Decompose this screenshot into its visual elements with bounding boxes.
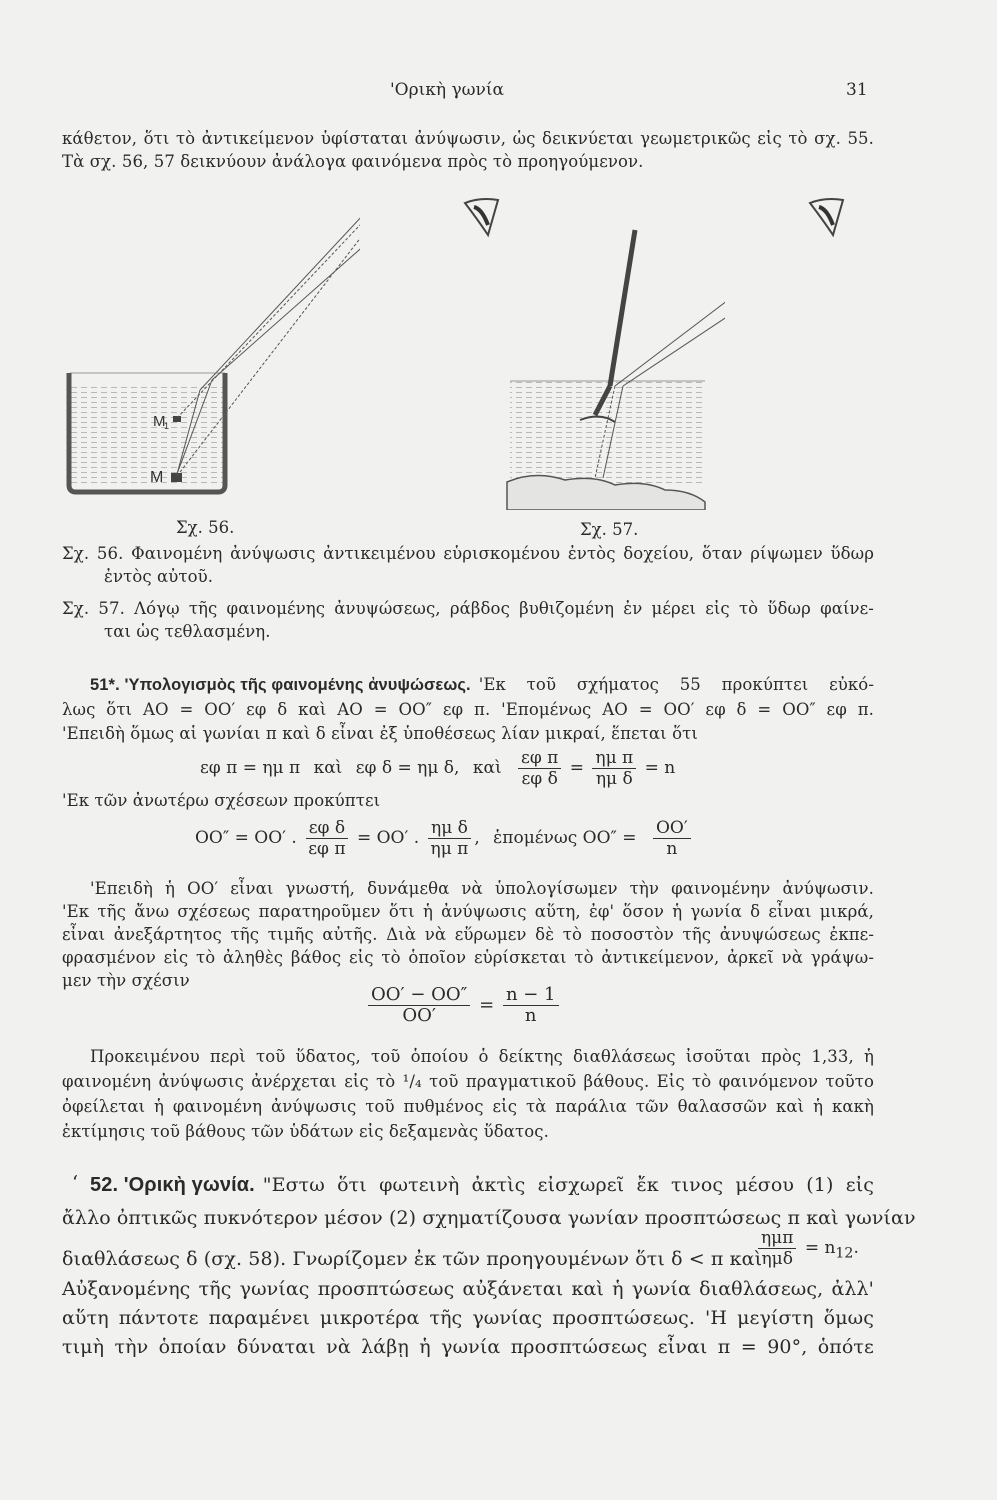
fraction-numerator: ημ π	[592, 748, 636, 769]
body-line: ἄλλο ὀπτικῶς πυκνότερον μέσον (2) σχηματίζουσα γωνίαν προσπτώσεως π καὶ γωνίαν	[62, 1207, 916, 1229]
figure-56-label: Σχ. 56.	[176, 518, 235, 537]
fraction-numerator: n − 1	[503, 985, 559, 1006]
fraction	[518, 748, 561, 789]
fraction-numerator: εφ δ	[306, 818, 348, 839]
intro-line: Τὰ σχ. 56, 57 δεικνύουν ἀνάλογα φαινόμενα πρὸς τὸ προηγούμενον.	[62, 152, 644, 171]
eq-part: = n	[804, 1238, 836, 1258]
running-header-title: 'Ορικὴ γωνία	[390, 80, 504, 100]
fraction-numerator: εφ π	[518, 748, 561, 769]
fraction-denominator: εφ π	[308, 839, 346, 859]
fraction	[503, 985, 559, 1026]
intro-line: κάθετον, ὅτι τὸ ἀντικείμενον ὑφίσταται ἀνύψωσιν, ὡς δεικνύεται γεωμετρικῶς εἰς τὸ σχ. 55.	[62, 129, 874, 148]
caption-56-cont: ἐντὸς αὐτοῦ.	[104, 567, 214, 586]
eq-part: .	[853, 1238, 859, 1258]
eq-subscript: 12	[835, 1245, 854, 1262]
body-line: 'Εκ τῆς ἄνω σχέσεως παρατηροῦμεν ὅτι ἡ ἀνύψωσις αὕτη, ἐφ' ὅσον ἡ γωνία δ εἶναι μικρά,	[62, 902, 874, 921]
figure-57-bent-rod	[505, 190, 725, 510]
eq-part: καὶ	[472, 758, 502, 778]
caption-57: Σχ. 57. Λόγῳ τῆς φαινομένης ἀνυψώσεως, ράβδος βυθιζομένη ἐν μέρει εἰς τὸ ὕδωρ φαίνε-	[62, 599, 874, 618]
equation-small-angle	[200, 748, 675, 789]
eye-icon	[805, 195, 855, 240]
m-label: M	[150, 469, 164, 486]
body-line: τιμὴ τὴν ὁποίαν δύναται νὰ λάβῃ ἡ γωνία προσπτώσεως εἶναι π = 90°, ὁπότε	[62, 1336, 874, 1358]
fraction	[428, 818, 472, 859]
body-line: λως ὅτι AO = OO′ εφ δ καὶ AO = OO″ εφ π. 'Επομένως AO = OO′ εφ δ = OO″ εφ π.	[62, 700, 874, 719]
body-line: ὀφείλεται ἡ φαινομένη ἀνύψωσις τοῦ πυθμένος εἰς τὰ παράλια τῶν θαλασσῶν καὶ ἡ κακὴ	[62, 1097, 874, 1116]
fraction-denominator: ημ π	[430, 839, 469, 859]
section-52-heading: 52. 'Ορικὴ γωνία.	[90, 1174, 255, 1196]
body-text: "Εστω ὅτι φωτεινὴ ἀκτὶς εἰσχωρεῖ ἔκ τινος μέσου (1) εἰς	[262, 1174, 874, 1196]
figure-57-label: Σχ. 57.	[580, 520, 639, 539]
fraction-denominator: ημδ	[761, 1249, 793, 1269]
caption-57-cont: ται ὡς τεθλασμένη.	[104, 622, 271, 641]
fraction-numerator: ημ δ	[428, 818, 471, 839]
section-52-first-line	[90, 1172, 874, 1198]
body-line: εἶναι ἀνεξάρτητος τῆς τιμῆς αὐτῆς. Διὰ νὰ εὕρωμεν δὲ τὸ ποσοστὸν τῆς ἀνυψώσεως ἐκπε-	[62, 925, 874, 944]
fraction	[305, 818, 348, 859]
eq-part: εφ π = ημ π	[200, 758, 301, 778]
body-line: αὕτη πάντοτε παραμένει μικροτέρα τῆς γωνίας προσπτώσεως. 'Η μεγίστη ὅμως	[62, 1307, 874, 1329]
equation-apparent-depth	[195, 818, 694, 859]
eq-part: ,	[474, 828, 480, 848]
fraction-numerator: ημπ	[758, 1228, 796, 1249]
body-line: φαινομένη ἀνύψωσις ἀνέρχεται εἰς τὸ ¹/₄ τοῦ πραγματικοῦ βάθους. Εἰς τὸ φαινόμενον τοῦτο	[62, 1072, 874, 1091]
fraction-denominator: ημ δ	[595, 769, 633, 789]
body-line: φρασμένον εἰς τὸ ἀληθὲς βάθος εἰς τὸ ὁποῖον εὑρίσκεται τὸ ἀντικείμενον, ἀρκεῖ νὰ γράψω-	[62, 948, 874, 967]
margin-mark: ʻ	[72, 1172, 79, 1194]
eq-part: καὶ	[313, 758, 343, 778]
body-line: Αὐξανομένης τῆς γωνίας προσπτώσεως αὐξάνεται καὶ ἡ γωνία διαθλάσεως, ἀλλ'	[62, 1278, 874, 1300]
fraction-numerator: OO′	[653, 818, 691, 839]
eq-part: εφ δ = ημ δ,	[355, 758, 460, 778]
fraction-denominator: n	[666, 839, 678, 859]
m1-subscript: 1	[164, 421, 170, 431]
eq-part: ἑπομένως OO″ =	[493, 828, 637, 848]
fraction-numerator: OO′ − OO″	[368, 985, 470, 1006]
fraction-denominator: n	[524, 1005, 537, 1026]
equation-ratio	[365, 985, 562, 1026]
equation-refraction-index	[755, 1228, 859, 1269]
fraction	[592, 748, 636, 789]
eq-part: =	[479, 994, 495, 1016]
body-line: μεν τὴν σχέσιν	[62, 971, 190, 990]
body-line: ἐκτίμησις τοῦ βάθους τῶν ὑδάτων εἰς δεξαμενὰς ὕδατος.	[62, 1122, 549, 1141]
eq-part: = n	[644, 758, 676, 778]
body-line: Προκειμένου περὶ τοῦ ὕδατος, τοῦ ὁποίου ὁ δείκτης διαθλάσεως ἰσοῦται πρὸς 1,33, ἡ	[90, 1047, 874, 1066]
caption-56: Σχ. 56. Φαινομένη ἀνύψωσις ἀντικειμένου εὑρισκομένου ἐντὸς δοχείου, ὅταν ρίψωμεν ὕδωρ	[62, 544, 874, 563]
body-line: διαθλάσεως δ (σχ. 58). Γνωρίζομεν ἐκ τῶν προηγουμένων ὅτι δ < π καὶ	[62, 1248, 763, 1270]
figure-56-apparent-elevation	[60, 190, 360, 510]
eq-part: =	[569, 758, 584, 778]
fraction	[653, 818, 691, 859]
fraction	[758, 1228, 796, 1269]
fraction	[368, 985, 470, 1026]
body-line: 'Εκ τῶν ἀνωτέρω σχέσεων προκύπτει	[62, 791, 381, 810]
body-line: 'Επειδὴ ὅμως αἱ γωνίαι π καὶ δ εἶναι ἐξ ὑποθέσεως λίαν μικραί, ἕπεται ὅτι	[62, 724, 698, 743]
page-number: 31	[846, 80, 868, 100]
body-line: 'Επειδὴ ἡ OO′ εἶναι γνωστή, δυνάμεθα νὰ ὑπολογίσωμεν τὴν φαινομένην ἀνύψωσιν.	[90, 879, 874, 898]
fraction-denominator: εφ δ	[521, 769, 558, 789]
section-51-first-line	[90, 674, 874, 696]
fraction-denominator: OO′	[402, 1005, 436, 1026]
eq-part: = OO′ .	[356, 828, 420, 848]
body-text: 'Εκ τοῦ σχήματος 55 προκύπτει εὐκό-	[478, 675, 874, 694]
eye-icon	[460, 195, 510, 240]
eq-part: OO″ = OO′ .	[195, 828, 297, 848]
section-51-heading: 51*. 'Υπολογισμὸς τῆς φαινομένης ἀνυψώσεως.	[90, 676, 471, 694]
m1-label: M	[153, 413, 166, 430]
